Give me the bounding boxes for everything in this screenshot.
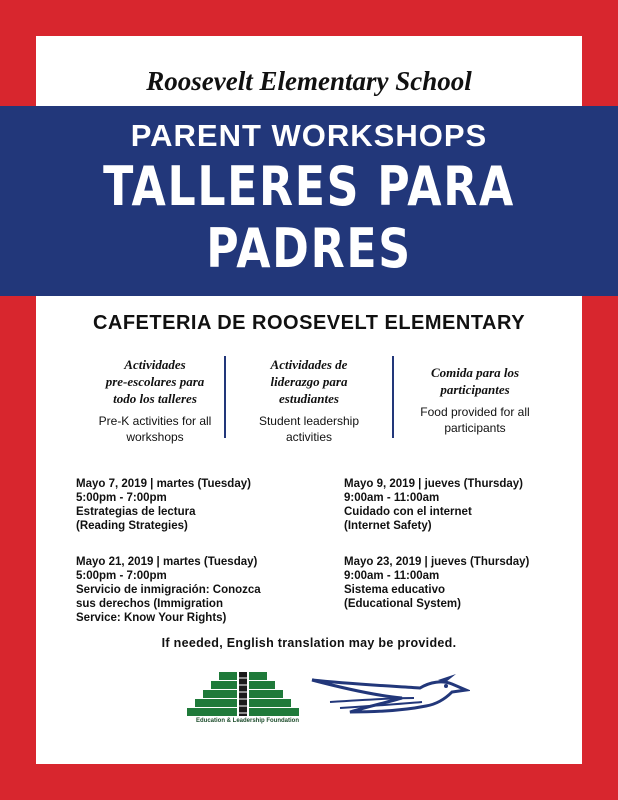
feature-spanish-text bbox=[400, 364, 550, 398]
event-line: sus derechos (Immigration bbox=[76, 598, 223, 610]
event-may-7 bbox=[76, 477, 286, 533]
feature-spanish-line: todo los talleres bbox=[113, 391, 197, 406]
column-divider bbox=[224, 356, 226, 438]
roadrunner-logo bbox=[310, 672, 470, 720]
event-line: Sistema educativo bbox=[344, 584, 445, 596]
event-line: Servicio de inmigración: Conozca bbox=[76, 584, 261, 596]
translation-note: If needed, English translation may be provided. bbox=[161, 636, 457, 650]
event-may-23 bbox=[344, 555, 554, 611]
event-may-21 bbox=[76, 555, 286, 625]
event-date: Mayo 23, 2019 | jueves (Thursday) bbox=[344, 556, 530, 568]
feature-spanish-text bbox=[234, 356, 384, 407]
title-spanish-line-1: TALLERES PARA bbox=[103, 155, 515, 218]
feature-english-text bbox=[400, 404, 550, 436]
feature-spanish-line: pre-escolares para bbox=[105, 374, 205, 389]
title-spanish-line-2: PADRES bbox=[206, 217, 412, 280]
feature-english-line: participants bbox=[444, 421, 506, 435]
event-line: Cuidado con el internet bbox=[344, 506, 472, 518]
event-date: Mayo 7, 2019 | martes (Tuesday) bbox=[76, 478, 251, 490]
pyramid-logo-icon bbox=[185, 668, 310, 718]
feature-english-line: Food provided for all bbox=[420, 405, 530, 419]
event-time: 5:00pm - 7:00pm bbox=[76, 492, 167, 504]
location-heading: CAFETERIA DE ROOSEVELT ELEMENTARY bbox=[92, 312, 526, 334]
feature-spanish-line: participantes bbox=[440, 382, 510, 397]
event-time: 9:00am - 11:00am bbox=[344, 570, 440, 582]
event-line: Service: Know Your Rights) bbox=[76, 612, 227, 624]
event-date: Mayo 9, 2019 | jueves (Thursday) bbox=[344, 478, 523, 490]
roadrunner-icon bbox=[310, 672, 470, 720]
feature-english-line: activities bbox=[285, 430, 332, 444]
feature-spanish-line: Actividades bbox=[124, 357, 186, 372]
features-row bbox=[0, 356, 618, 446]
event-may-9 bbox=[344, 477, 554, 533]
event-line: (Internet Safety) bbox=[344, 520, 432, 532]
event-date: Mayo 21, 2019 | martes (Tuesday) bbox=[76, 556, 258, 568]
feature-english-text bbox=[234, 413, 384, 445]
feature-english-text bbox=[80, 413, 230, 445]
feature-leadership bbox=[234, 356, 384, 445]
feature-spanish-line: estudiantes bbox=[279, 391, 339, 406]
foundation-logo-caption: Education & Leadership Foundation bbox=[195, 718, 299, 724]
event-line: (Reading Strategies) bbox=[76, 520, 188, 532]
feature-preschool bbox=[80, 356, 230, 445]
foundation-logo bbox=[185, 668, 310, 730]
feature-english-line: workshops bbox=[126, 430, 184, 444]
feature-spanish-line: liderazgo para bbox=[270, 374, 348, 389]
column-divider bbox=[392, 356, 394, 438]
feature-spanish-line: Comida para los bbox=[430, 365, 520, 380]
feature-spanish-line: Actividades de bbox=[270, 357, 348, 372]
event-time: 5:00pm - 7:00pm bbox=[76, 570, 167, 582]
event-time: 9:00am - 11:00am bbox=[344, 492, 440, 504]
feature-food bbox=[400, 364, 550, 436]
title-spanish bbox=[56, 156, 563, 280]
title-banner bbox=[0, 106, 618, 296]
title-english: PARENT WORKSHOPS bbox=[130, 118, 488, 153]
school-name: Roosevelt Elementary School bbox=[146, 66, 472, 96]
event-line: (Educational System) bbox=[344, 598, 461, 610]
feature-english-line: Student leadership bbox=[258, 414, 360, 428]
event-line: Estrategias de lectura bbox=[76, 506, 196, 518]
feature-english-line: Pre-K activities for all bbox=[98, 414, 212, 428]
feature-spanish-text bbox=[80, 356, 230, 407]
